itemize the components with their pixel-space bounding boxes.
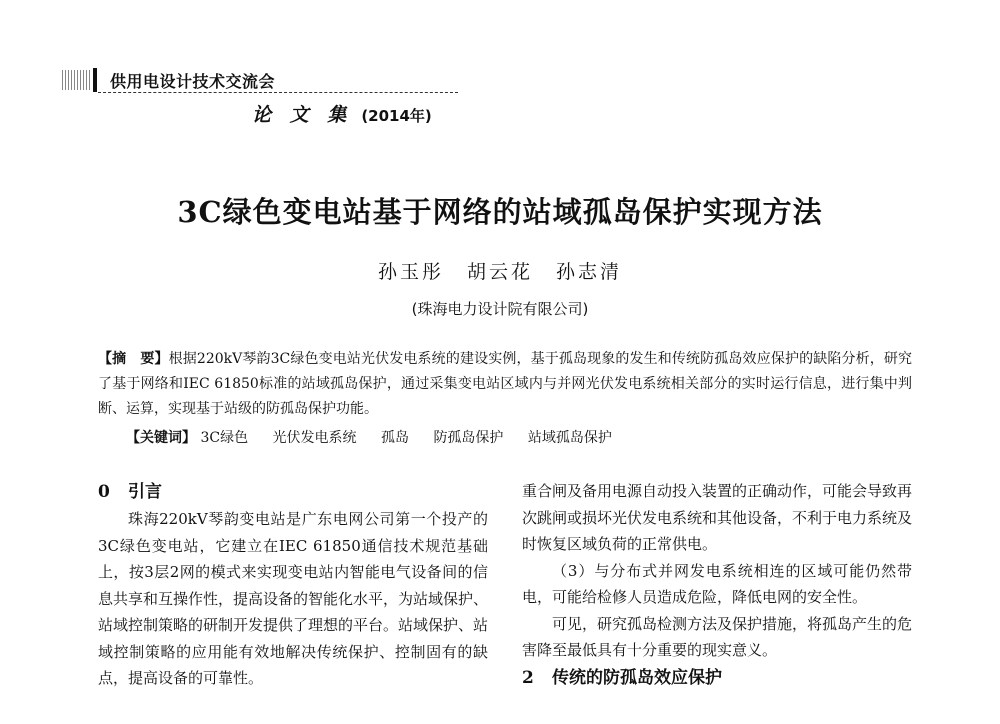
paper-title: 3C绿色变电站基于网络的站域孤岛保护实现方法 [177,195,823,229]
list-item-3: （3）与分布式并网发电系统相连的区域可能仍然带电，可能给检修人员造成危险，降低电网的安全性。 [522,561,912,606]
left-column [98,478,488,692]
abstract-text: 根据220kV琴韵3C绿色变电站光伏发电系统的建设实例，基于孤岛现象的发生和传统防孤岛效应保护的缺陷分析，研究了基于网络和IEC 61850标准的站域孤岛保护，通过采集变电站区域内与并网光伏发电系统相关部分的实时运行信息，进行集中判断、运算，实现基于站级的防孤岛保护功能。 [98,351,912,417]
keywords [126,427,906,449]
right-column [522,478,912,692]
keywords-label: 【关键词】 [126,430,196,446]
keyword: 孤岛 [380,430,409,446]
keyword: 站域孤岛保护 [527,430,612,446]
conclusion-paragraph: 可见，研究孤岛检测方法及保护措施，将孤岛产生的危害降至最低具有十分重要的现实意义。 [522,614,913,659]
section-heading [522,664,912,692]
section-title: 传统的防孤岛效应保护 [552,667,722,688]
intro-paragraph: 珠海220kV琴韵变电站是广东电网公司第一个投产的3C绿色变电站，它建立在IEC 61850通信技术规范基础上，按3层2网的模式来实现变电站内智能电气设备间的信息共享和互操作性，提高设备的智能化水平，为站域保护、站域控制策略的研制开发提供了理想的平台。站域保护、站域控制策略的应用能有效地解决传统保护、控制固有的缺点，提高设备的可靠性。 [98,510,489,687]
keyword: 光伏发电系统 [272,430,357,446]
header-subtitle [252,100,432,127]
section-number: 2 [522,667,534,688]
header-bar [93,68,97,92]
running-header [62,66,462,126]
keyword: 防孤岛保护 [433,430,504,446]
proceedings-year: (2014年) [361,107,432,125]
section-title: 引言 [128,482,162,502]
section-number: 0 [98,482,110,502]
abstract-label: 【摘 要】 [98,351,169,367]
paper-authors: 孙玉彤 胡云花 孙志清 [377,261,623,283]
keyword: 3C绿色 [200,430,249,446]
paper-affiliation: (珠海电力设计院有限公司) [411,300,589,318]
continued-paragraph: 重合闸及备用电源自动投入装置的正确动作，可能会导致再次跳闸或损坏光伏发电系统和其他设备，不利于电力系统及时恢复区域负荷的正常供电。 [522,482,913,553]
header-rule [98,92,458,93]
section-heading [98,478,488,506]
abstract [98,347,912,422]
header-pattern-icon [62,70,90,90]
proceedings-label: 论 文 集 [252,104,353,126]
header-title: 供用电设计技术交流会 [110,72,276,91]
